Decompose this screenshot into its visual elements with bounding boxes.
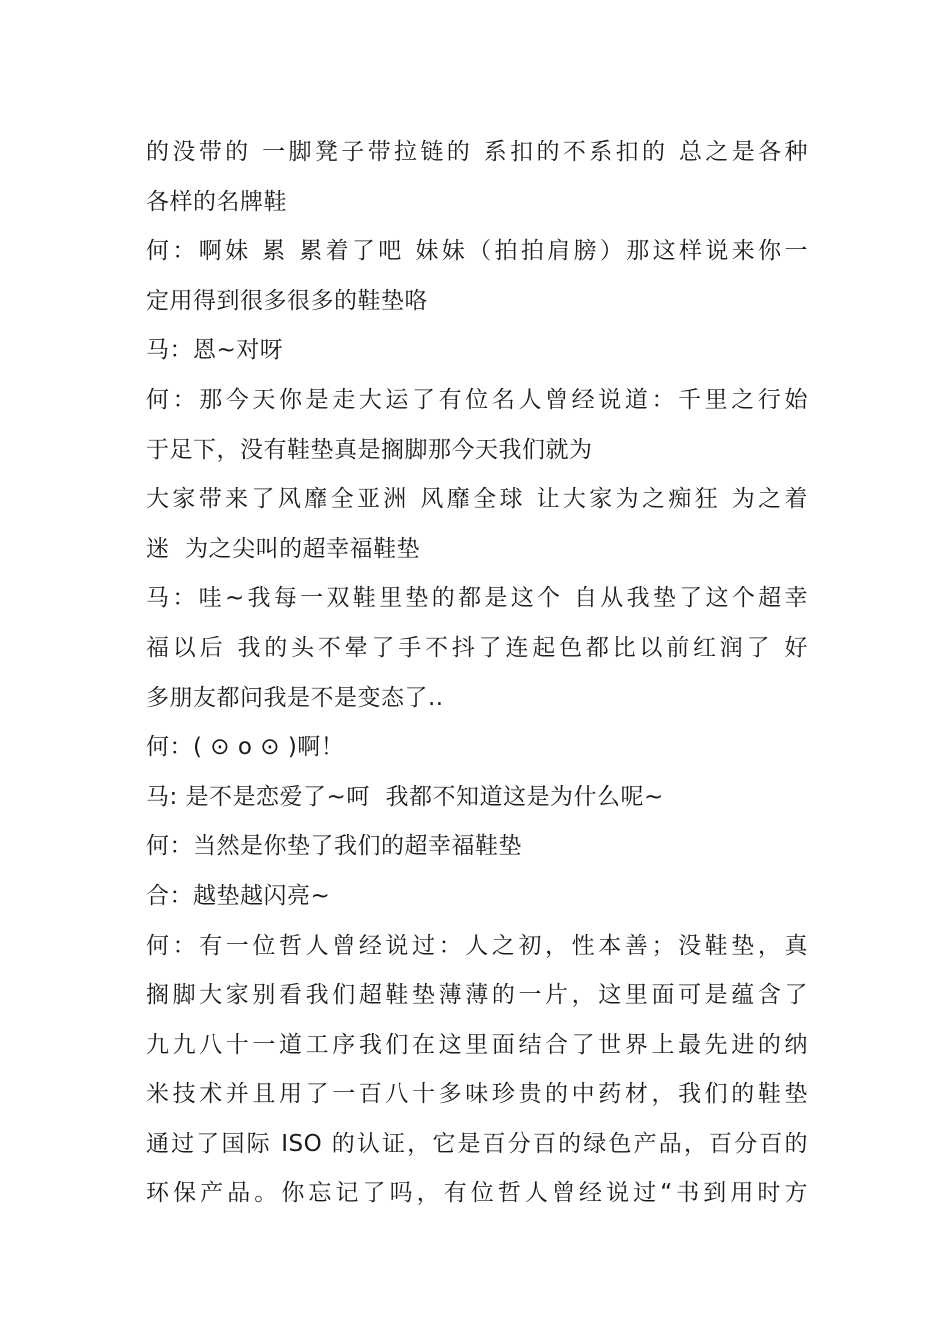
text-line: 米技术并且用了一百八十多味珍贵的中药材，我们的鞋垫 bbox=[146, 1081, 808, 1108]
text-line: 定用得到很多很多的鞋垫咯 bbox=[146, 287, 428, 314]
text-line: 何：啊妹 累 累着了吧 妹妹（拍拍肩膀）那这样说来你一 bbox=[146, 238, 808, 265]
text-line: 于足下，没有鞋垫真是搁脚那今天我们就为 bbox=[146, 436, 593, 463]
text-line: 各样的名牌鞋 bbox=[146, 188, 287, 215]
text-line: 九九八十一道工序我们在这里面结合了世界上最先进的纳 bbox=[146, 1031, 808, 1058]
text-line: 何：那今天你是走大运了有位名人曾经说道：千里之行始 bbox=[146, 386, 808, 413]
text-line: 合：越垫越闪亮~ bbox=[146, 882, 331, 909]
text-line: 搁脚大家别看我们超鞋垫薄薄的一片，这里面可是蕴含了 bbox=[146, 982, 808, 1009]
document-body bbox=[146, 128, 808, 1219]
text-line: 何：( ⊙ o ⊙ )啊！ bbox=[146, 734, 345, 761]
text-line: 的没带的 一脚凳子带拉链的 系扣的不系扣的 总之是各种 bbox=[146, 139, 808, 165]
text-line: 何：当然是你垫了我们的超幸福鞋垫 bbox=[146, 833, 522, 860]
text-line: 马：恩~对呀 bbox=[146, 337, 284, 364]
text-line: 迷 为之尖叫的超幸福鞋垫 bbox=[146, 535, 421, 562]
text-line: 大家带来了风靡全亚洲 风靡全球 让大家为之痴狂 为之着 bbox=[146, 486, 808, 513]
text-line: 何：有一位哲人曾经说过：人之初，性本善；没鞋垫，真 bbox=[146, 932, 808, 959]
text-line: 马：哇~我每一双鞋里垫的都是这个 自从我垫了这个超幸 bbox=[146, 585, 808, 612]
text-line: 多朋友都问我是不是变态了.. bbox=[146, 684, 444, 711]
text-line: 环保产品。你忘记了吗，有位哲人曾经说过“书到用时方 bbox=[146, 1180, 808, 1207]
text-line: 马: 是不是恋爱了~呵 我都不知道这是为什么呢~ bbox=[146, 783, 664, 810]
text-line: 福以后 我的头不晕了手不抖了连起色都比以前红润了 好 bbox=[146, 634, 808, 661]
text-line: 通过了国际 ISO 的认证，它是百分百的绿色产品，百分百的 bbox=[146, 1130, 808, 1157]
